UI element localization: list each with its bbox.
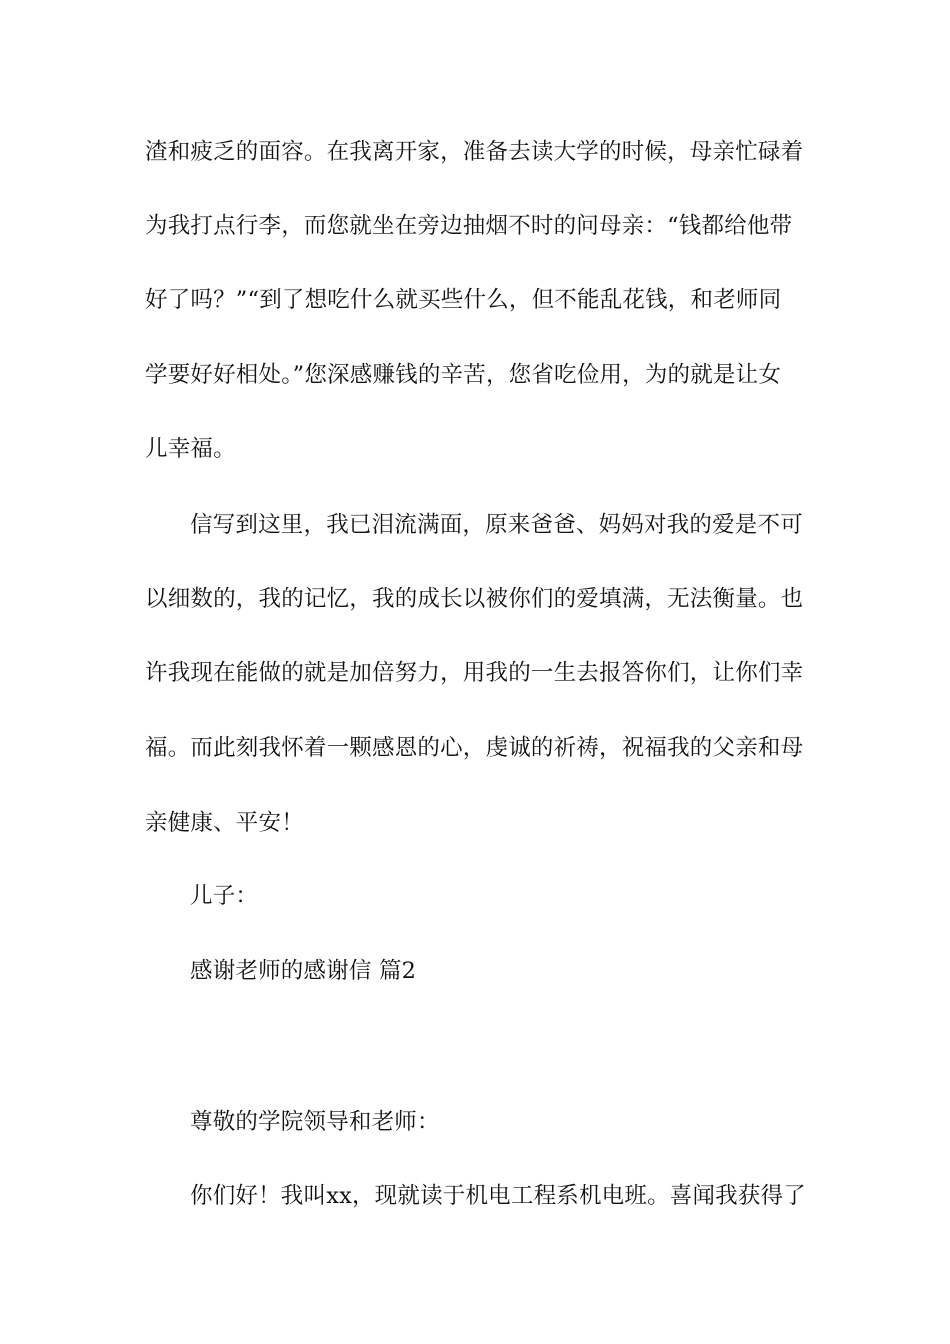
- paragraph-line: 为我打点行李，而您就坐在旁边抽烟不时的问母亲：“钱都给他带: [145, 213, 793, 239]
- paragraph-line: 儿幸福。: [145, 436, 236, 462]
- signature-line: 儿子：: [190, 883, 259, 909]
- paragraph-line: 许我现在能做的就是加倍努力，用我的一生去报答你们，让你们幸: [145, 660, 804, 686]
- paragraph-line: 福。而此刻我怀着一颗感恩的心，虔诚的祈祷，祝福我的父亲和母: [145, 735, 804, 761]
- paragraph-line: 亲健康、平安！: [145, 810, 304, 836]
- paragraph-line: 好了吗？”“到了想吃什么就买些什么，但不能乱花钱，和老师同: [145, 287, 782, 313]
- paragraph-line: 你们好！我叫xx，现就读于机电工程系机电班。喜闻我获得了: [190, 1183, 806, 1209]
- paragraph-line: 信写到这里，我已泪流满面，原来爸爸、妈妈对我的爱是不可: [190, 512, 803, 538]
- paragraph-line: 以细数的，我的记忆，我的成长以被你们的爱填满，无法衡量。也: [145, 586, 804, 612]
- section-heading: 感谢老师的感谢信 篇2: [190, 958, 417, 984]
- paragraph-line: 渣和疲乏的面容。在我离开家，准备去读大学的时候，母亲忙碌着: [145, 139, 804, 165]
- salutation-line: 尊敬的学院领导和老师：: [190, 1109, 440, 1135]
- paragraph-line: 学要好好相处。”您深感赚钱的辛苦，您省吃俭用，为的就是让女: [145, 362, 782, 388]
